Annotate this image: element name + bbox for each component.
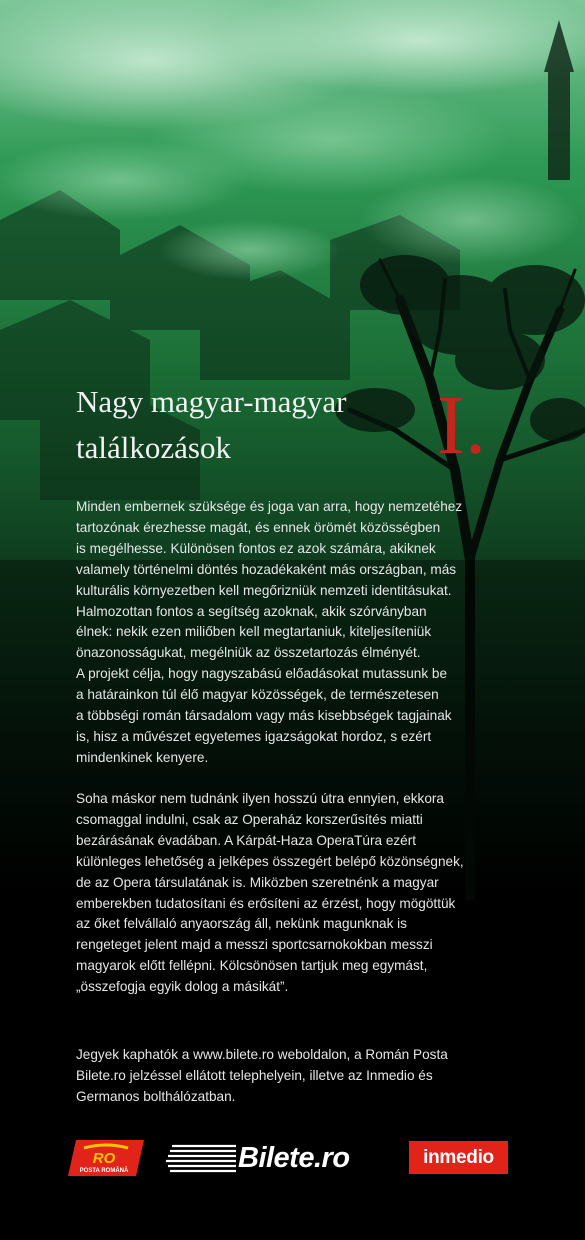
- text-line: tartozónak érezhesse magát, és ennek örömét közösségben: [76, 519, 441, 535]
- bilete-ro-logo: [166, 1140, 381, 1176]
- bilete-logo-text: Bilete.ro: [238, 1142, 350, 1174]
- text-line: bezárásának évadában. A Kárpát-Haza OperaTúra ezért: [76, 832, 417, 848]
- title-line-2: találkozások: [76, 430, 231, 465]
- paragraph-1: [76, 497, 536, 769]
- title-line-1: Nagy magyar-magyar: [76, 384, 347, 419]
- text-line: rengeteget jelent majd a messzi sportcsarnokokban messzi: [76, 937, 433, 953]
- text-line: Minden embernek szüksége és joga van arra, hogy nemzetéhez: [76, 499, 463, 514]
- paragraph-2: [76, 789, 536, 998]
- text-line: Soha máskor nem tudnánk ilyen hosszú útra ennyien, ekkora: [76, 791, 444, 806]
- text-line: élnek: nekik ezen miliőben kell megtartaniuk, kiteljesíteniük: [76, 624, 432, 640]
- text-line: Germanos bolthálózatban.: [76, 1088, 236, 1104]
- sponsor-logos: [66, 1138, 516, 1180]
- text-line: Bilete.ro jelzéssel ellátott telephelyein, illetve az Inmedio és: [76, 1067, 433, 1083]
- text-line: mindenkinek kenyere.: [76, 749, 209, 765]
- text-line: magyarok előtt fellépni. Kölcsönösen tartjuk meg egymást,: [76, 958, 428, 974]
- text-line: „összefogja egyik dolog a másikát”.: [76, 979, 289, 995]
- text-line: az őket felvállaló anyaország áll, nekünk magunknak is: [76, 916, 407, 932]
- text-line: csomaggal indulni, csak az Operaház korszerűsítés miatti: [76, 811, 423, 827]
- text-line: kulturális környezetben kell megőrizniük nemzeti identitásukat.: [76, 582, 452, 598]
- posta-logo-mark: RO: [92, 1150, 116, 1167]
- ticket-info-paragraph: [76, 1045, 536, 1108]
- text-line: is, hisz a művészet egyetemes igazságokat hordoz, s ezért: [76, 728, 432, 744]
- inmedio-logo: [409, 1141, 508, 1174]
- text-line: is megélhesse. Különösen fontos ez azok számára, akiknek: [76, 540, 436, 556]
- bilete-speed-lines-icon: [166, 1140, 238, 1176]
- posta-logo-caption: POSTA ROMÂNĂ: [79, 1168, 129, 1174]
- part-numeral: I.: [437, 379, 486, 472]
- text-line: valamely történelmi döntés hozadékaként más országban, más: [76, 561, 457, 577]
- inmedio-logo-text: inmedio: [423, 1147, 494, 1168]
- text-line: különleges lehetőség a jelképes összegért belépő közönségnek,: [76, 853, 464, 869]
- text-line: emberekben tudatosítani és erősíteni az érzést, hogy mögöttük: [76, 895, 456, 911]
- text-line: Jegyek kaphatók a www.bilete.ro weboldalon, a Román Posta: [76, 1047, 448, 1062]
- text-line: a többségi román társadalom vagy más kisebbségek tagjainak: [76, 708, 452, 724]
- text-line: A projekt célja, hogy nagyszabású előadásokat mutassunk be: [76, 666, 448, 682]
- posta-romana-logo: [66, 1138, 146, 1178]
- text-line: a határainkon túl élő magyar közösségek, de természetesen: [76, 687, 439, 703]
- text-line: de az Opera társulatának is. Miközben szeretnénk a magyar: [76, 874, 439, 890]
- text-line: önazonosságukat, megélniük az összetartozás élményét.: [76, 645, 421, 661]
- text-line: Halmozottan fontos a segítség azoknak, akik szórványban: [76, 603, 427, 619]
